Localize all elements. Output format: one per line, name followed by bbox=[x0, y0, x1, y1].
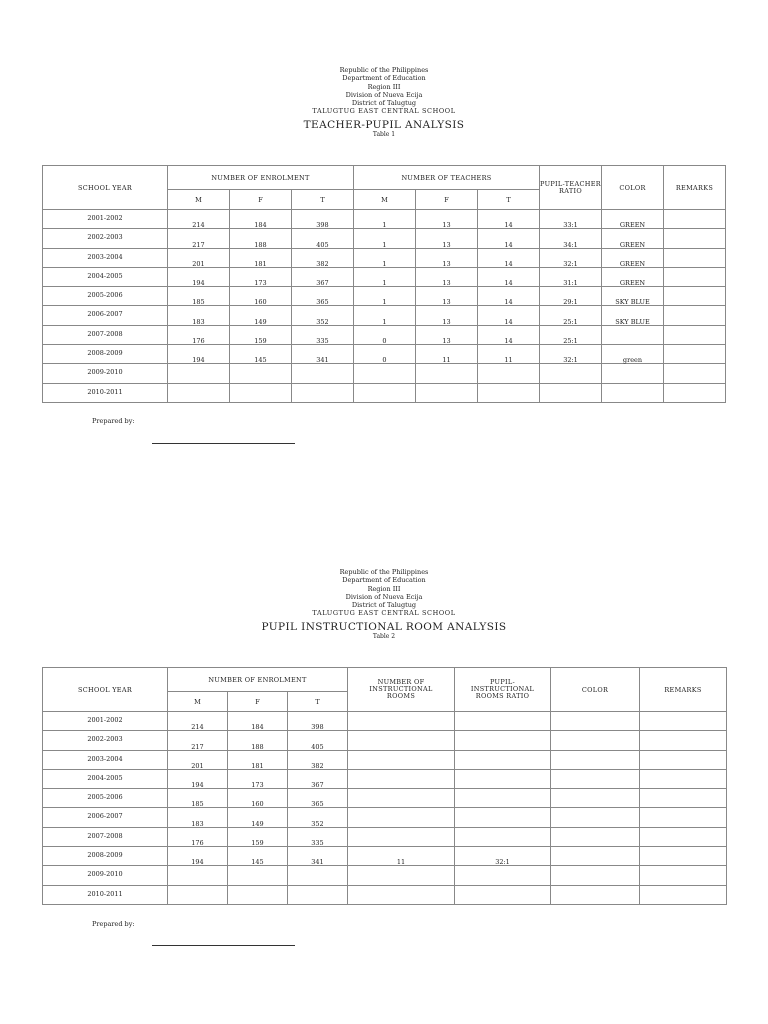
cell-ratio bbox=[455, 750, 551, 769]
school-year-cell bbox=[43, 731, 168, 750]
cell-em bbox=[168, 885, 228, 904]
cell-value-tf: 13 bbox=[442, 317, 451, 326]
cell-value-ef: 159 bbox=[251, 839, 264, 848]
school-year-label: 2010-2011 bbox=[87, 889, 123, 898]
cell-value-tm: 1 bbox=[382, 240, 387, 249]
cell-color_blank bbox=[551, 866, 640, 885]
table1-prepared-by: Prepared by: bbox=[92, 417, 135, 425]
subheader-enrol-f: F bbox=[230, 190, 292, 210]
school-year-cell bbox=[43, 383, 168, 402]
table-row bbox=[43, 364, 726, 383]
cell-value-tt: 14 bbox=[504, 317, 513, 326]
cell-remarks_blank bbox=[664, 248, 726, 267]
table-row bbox=[43, 789, 727, 808]
cell-color_blank bbox=[551, 769, 640, 788]
cell-value-et: 365 bbox=[316, 298, 329, 307]
cell-value-em: 194 bbox=[191, 858, 204, 867]
col-header-remarks: REMARKS bbox=[640, 668, 727, 712]
cell-remarks_blank bbox=[664, 364, 726, 383]
col-header-ratio: PUPIL-TEACHER RATIO bbox=[540, 166, 602, 210]
cell-value-em: 194 bbox=[191, 781, 204, 790]
cell-value-color: green bbox=[622, 356, 643, 365]
cell-tt bbox=[478, 356, 540, 383]
cell-remarks_blank bbox=[664, 325, 726, 344]
subheader-enrol-t: T bbox=[292, 190, 354, 210]
cell-tt bbox=[478, 383, 540, 402]
table-row bbox=[43, 712, 727, 731]
header-line-department: Department of Education bbox=[342, 74, 426, 83]
cell-value-em: 185 bbox=[192, 298, 205, 307]
cell-ratio bbox=[455, 885, 551, 904]
cell-value-tt: 14 bbox=[504, 298, 513, 307]
letterhead bbox=[0, 66, 768, 116]
school-year-label: 2002-2003 bbox=[87, 233, 123, 242]
cell-color bbox=[602, 356, 664, 383]
cell-value-em: 194 bbox=[192, 279, 205, 288]
cell-rooms bbox=[348, 808, 455, 827]
subheader-enrol-m: M bbox=[168, 190, 230, 210]
cell-color_blank bbox=[551, 808, 640, 827]
cell-value-tm: 1 bbox=[382, 221, 387, 230]
cell-value-em: 217 bbox=[191, 742, 204, 751]
header-line-district: District of Talugtug bbox=[351, 99, 417, 108]
cell-rooms bbox=[348, 750, 455, 769]
col-header-rooms: NUMBER OF INSTRUCTIONAL ROOMS bbox=[348, 668, 455, 712]
cell-value-ef: 149 bbox=[254, 317, 267, 326]
table1-signature-line bbox=[152, 443, 295, 444]
cell-value-ratio: 34:1 bbox=[563, 240, 578, 249]
cell-ratio bbox=[455, 769, 551, 788]
cell-ef bbox=[228, 858, 288, 885]
table1-label: Table 1 bbox=[372, 130, 396, 138]
subheader-enrol-f: F bbox=[228, 692, 288, 712]
school-year-cell bbox=[43, 248, 168, 267]
table-row bbox=[43, 885, 727, 904]
col-header-enrolment: NUMBER OF ENROLMENT bbox=[168, 668, 348, 692]
header-line-district: District of Talugtug bbox=[351, 601, 417, 610]
cell-et bbox=[288, 885, 348, 904]
cell-value-tf: 13 bbox=[442, 259, 451, 268]
cell-value-ef: 173 bbox=[254, 279, 267, 288]
cell-value-tf: 13 bbox=[442, 279, 451, 288]
cell-remarks_blank bbox=[664, 267, 726, 286]
cell-color_blank bbox=[551, 827, 640, 846]
cell-value-tt: 14 bbox=[504, 259, 513, 268]
cell-value-tf: 13 bbox=[442, 221, 451, 230]
school-year-cell bbox=[43, 769, 168, 788]
col-header-teachers: NUMBER OF TEACHERS bbox=[354, 166, 540, 190]
cell-color_blank bbox=[551, 731, 640, 750]
cell-ratio bbox=[540, 383, 602, 402]
school-year-label: 2002-2003 bbox=[87, 735, 123, 744]
cell-value-color: SKY BLUE bbox=[615, 298, 650, 307]
table-row bbox=[43, 827, 727, 846]
school-year-label: 2008-2009 bbox=[87, 851, 123, 860]
cell-tm bbox=[354, 356, 416, 383]
cell-color_blank bbox=[551, 750, 640, 769]
cell-em bbox=[168, 383, 230, 402]
cell-rooms bbox=[348, 731, 455, 750]
cell-value-em: 201 bbox=[191, 761, 204, 770]
school-year-cell bbox=[43, 306, 168, 325]
cell-remarks_blank bbox=[640, 808, 727, 827]
school-year-cell bbox=[43, 750, 168, 769]
col-header-color: COLOR bbox=[551, 668, 640, 712]
school-year-cell bbox=[43, 267, 168, 286]
school-year-cell bbox=[43, 345, 168, 364]
cell-value-em: 176 bbox=[191, 839, 204, 848]
cell-value-em: 214 bbox=[192, 221, 205, 230]
cell-value-ef: 145 bbox=[251, 858, 264, 867]
cell-color_blank bbox=[551, 847, 640, 866]
cell-value-ef: 149 bbox=[251, 819, 264, 828]
school-year-label: 2003-2004 bbox=[87, 754, 123, 763]
header-line-department: Department of Education bbox=[342, 576, 426, 585]
school-year-cell bbox=[43, 885, 168, 904]
cell-ratio bbox=[455, 808, 551, 827]
cell-value-ef: 188 bbox=[254, 240, 267, 249]
table-row bbox=[43, 731, 727, 750]
cell-value-em: 201 bbox=[192, 259, 205, 268]
table2-label: Table 2 bbox=[372, 632, 396, 640]
school-year-cell bbox=[43, 287, 168, 306]
cell-value-ratio: 25:1 bbox=[563, 337, 578, 346]
cell-tf bbox=[416, 383, 478, 402]
school-year-label: 2004-2005 bbox=[87, 773, 123, 782]
subheader-teach-f: F bbox=[416, 190, 478, 210]
school-year-label: 2006-2007 bbox=[87, 812, 123, 821]
header-line-region: Region III bbox=[367, 584, 401, 593]
cell-value-em: 183 bbox=[191, 819, 204, 828]
cell-value-ratio: 25:1 bbox=[563, 317, 578, 326]
cell-value-color: GREEN bbox=[619, 240, 646, 249]
cell-et bbox=[288, 858, 348, 885]
cell-value-em: 194 bbox=[192, 356, 205, 365]
header-line-division: Division of Nueva Ecija bbox=[345, 592, 423, 601]
cell-color bbox=[602, 383, 664, 402]
table1-title: TEACHER-PUPIL ANALYSIS bbox=[303, 118, 465, 131]
col-header-school-year: SCHOOL YEAR bbox=[43, 166, 168, 210]
cell-tm bbox=[354, 383, 416, 402]
cell-value-color: GREEN bbox=[619, 279, 646, 288]
school-year-cell bbox=[43, 808, 168, 827]
cell-em bbox=[168, 356, 230, 383]
cell-value-color: SKY BLUE bbox=[615, 317, 650, 326]
cell-remarks_blank bbox=[640, 750, 727, 769]
school-year-label: 2003-2004 bbox=[87, 252, 123, 261]
cell-remarks_blank bbox=[664, 345, 726, 364]
cell-value-tm: 1 bbox=[382, 298, 387, 307]
header-line-republic: Republic of the Philippines bbox=[339, 66, 429, 74]
subheader-teach-t: T bbox=[478, 190, 540, 210]
cell-value-ratio: 31:1 bbox=[563, 279, 578, 288]
cell-value-tf: 13 bbox=[442, 337, 451, 346]
cell-rooms bbox=[348, 769, 455, 788]
col-header-school-year: SCHOOL YEAR bbox=[43, 668, 168, 712]
cell-value-et: 382 bbox=[311, 761, 324, 770]
cell-value-tt: 14 bbox=[504, 221, 513, 230]
cell-rooms bbox=[348, 885, 455, 904]
school-year-cell bbox=[43, 325, 168, 344]
cell-color_blank bbox=[551, 712, 640, 731]
cell-rooms bbox=[348, 827, 455, 846]
cell-value-et: 405 bbox=[311, 742, 324, 751]
cell-value-ef: 188 bbox=[251, 742, 264, 751]
cell-et bbox=[292, 356, 354, 383]
school-year-cell bbox=[43, 229, 168, 248]
cell-value-ef: 181 bbox=[251, 761, 264, 770]
cell-value-em: 183 bbox=[192, 317, 205, 326]
school-year-label: 2004-2005 bbox=[87, 271, 123, 280]
cell-value-tm: 1 bbox=[382, 259, 387, 268]
school-year-label: 2001-2002 bbox=[87, 214, 123, 222]
cell-value-et: 367 bbox=[311, 781, 324, 790]
cell-value-et: 335 bbox=[316, 337, 329, 346]
cell-ratio bbox=[455, 858, 551, 885]
cell-remarks_blank bbox=[664, 383, 726, 402]
cell-value-ef: 160 bbox=[251, 800, 264, 809]
school-year-cell bbox=[43, 789, 168, 808]
cell-remarks_blank bbox=[664, 287, 726, 306]
school-year-label: 2005-2006 bbox=[87, 291, 123, 300]
table-row bbox=[43, 769, 727, 788]
cell-value-et: 367 bbox=[316, 279, 329, 288]
school-year-label: 2005-2006 bbox=[87, 793, 123, 802]
cell-value-tm: 0 bbox=[382, 337, 387, 346]
school-year-cell bbox=[43, 712, 168, 731]
cell-value-tm: 1 bbox=[382, 317, 387, 326]
cell-ef bbox=[228, 885, 288, 904]
cell-value-et: 335 bbox=[311, 839, 324, 848]
table-row bbox=[43, 808, 727, 827]
cell-ratio bbox=[455, 731, 551, 750]
cell-value-ratio: 29:1 bbox=[563, 298, 578, 307]
cell-value-ef: 145 bbox=[254, 356, 267, 365]
cell-remarks_blank bbox=[664, 306, 726, 325]
cell-value-tf: 13 bbox=[442, 298, 451, 307]
cell-rooms bbox=[348, 858, 455, 885]
cell-remarks_blank bbox=[664, 210, 726, 229]
table2-prepared-by: Prepared by: bbox=[92, 920, 135, 928]
cell-rooms bbox=[348, 712, 455, 731]
header-line-division: Division of Nueva Ecija bbox=[345, 90, 423, 99]
cell-remarks_blank bbox=[640, 731, 727, 750]
school-year-cell bbox=[43, 827, 168, 846]
cell-value-ef: 173 bbox=[251, 781, 264, 790]
cell-value-et: 341 bbox=[316, 356, 329, 365]
school-year-label: 2007-2008 bbox=[87, 831, 123, 840]
school-year-label: 2006-2007 bbox=[87, 310, 123, 319]
school-year-label: 2010-2011 bbox=[87, 387, 123, 396]
cell-ratio bbox=[455, 712, 551, 731]
cell-value-ef: 184 bbox=[251, 723, 264, 732]
subheader-enrol-m: M bbox=[168, 692, 228, 712]
cell-value-ratio: 32:1 bbox=[563, 356, 578, 365]
cell-remarks_blank bbox=[640, 885, 727, 904]
school-year-cell bbox=[43, 847, 168, 866]
cell-value-tm: 0 bbox=[382, 356, 387, 365]
pupil-room-table bbox=[42, 667, 727, 905]
school-year-label: 2001-2002 bbox=[87, 716, 123, 724]
header-line-school: TALUGTUG EAST CENTRAL SCHOOL bbox=[312, 609, 456, 618]
cell-value-em: 217 bbox=[192, 240, 205, 249]
cell-value-em: 176 bbox=[192, 337, 205, 346]
cell-value-ef: 160 bbox=[254, 298, 267, 307]
school-year-label: 2009-2010 bbox=[87, 368, 123, 377]
cell-color_blank bbox=[551, 789, 640, 808]
col-header-remarks: REMARKS bbox=[664, 166, 726, 210]
cell-value-tf: 13 bbox=[442, 240, 451, 249]
cell-ef bbox=[230, 383, 292, 402]
cell-value-ratio: 33:1 bbox=[563, 221, 578, 230]
cell-et bbox=[292, 383, 354, 402]
table-row bbox=[43, 866, 727, 885]
cell-value-tt: 11 bbox=[504, 356, 513, 365]
cell-remarks_blank bbox=[640, 712, 727, 731]
school-year-label: 2008-2009 bbox=[87, 349, 123, 358]
cell-value-em: 185 bbox=[191, 800, 204, 809]
cell-value-et: 341 bbox=[311, 858, 324, 867]
header-block-1 bbox=[0, 66, 768, 138]
cell-value-et: 352 bbox=[316, 317, 329, 326]
cell-value-et: 398 bbox=[311, 723, 324, 732]
cell-em bbox=[168, 858, 228, 885]
col-header-color: COLOR bbox=[602, 166, 664, 210]
col-header-enrolment: NUMBER OF ENROLMENT bbox=[168, 166, 354, 190]
table2-signature-line bbox=[152, 945, 295, 946]
cell-remarks_blank bbox=[640, 866, 727, 885]
table-row bbox=[43, 383, 726, 402]
cell-value-et: 365 bbox=[311, 800, 324, 809]
cell-ratio bbox=[540, 356, 602, 383]
header-line-republic: Republic of the Philippines bbox=[339, 568, 429, 576]
cell-rooms bbox=[348, 789, 455, 808]
cell-tf bbox=[416, 356, 478, 383]
header-block-2 bbox=[0, 568, 768, 640]
cell-value-tt: 14 bbox=[504, 337, 513, 346]
school-year-cell bbox=[43, 364, 168, 383]
cell-value-tm: 1 bbox=[382, 279, 387, 288]
cell-remarks_blank bbox=[664, 229, 726, 248]
header-line-region: Region III bbox=[367, 82, 401, 91]
table-row bbox=[43, 750, 727, 769]
cell-value-tt: 14 bbox=[504, 240, 513, 249]
cell-value-ef: 181 bbox=[254, 259, 267, 268]
cell-value-tf: 11 bbox=[442, 356, 451, 365]
cell-value-ef: 184 bbox=[254, 221, 267, 230]
letterhead bbox=[0, 568, 768, 618]
cell-value-rooms: 11 bbox=[396, 858, 406, 867]
cell-remarks_blank bbox=[640, 769, 727, 788]
cell-color_blank bbox=[551, 885, 640, 904]
cell-remarks_blank bbox=[640, 827, 727, 846]
cell-ratio bbox=[455, 789, 551, 808]
cell-value-ratio: 32:1 bbox=[495, 858, 510, 867]
cell-value-et: 382 bbox=[316, 259, 329, 268]
cell-color bbox=[602, 317, 664, 344]
cell-ef bbox=[230, 356, 292, 383]
cell-remarks_blank bbox=[640, 789, 727, 808]
cell-value-et: 398 bbox=[316, 221, 329, 230]
subheader-teach-m: M bbox=[354, 190, 416, 210]
cell-value-et: 352 bbox=[311, 819, 324, 828]
cell-value-color: GREEN bbox=[619, 221, 646, 230]
cell-value-color: GREEN bbox=[619, 259, 646, 268]
col-header-ratio: PUPIL-INSTRUCTIONAL ROOMS RATIO bbox=[455, 668, 551, 712]
cell-ratio bbox=[455, 827, 551, 846]
table2-title: PUPIL INSTRUCTIONAL ROOM ANALYSIS bbox=[261, 620, 507, 633]
school-year-cell bbox=[43, 210, 168, 229]
school-year-cell bbox=[43, 866, 168, 885]
subheader-enrol-t: T bbox=[288, 692, 348, 712]
cell-remarks_blank bbox=[640, 847, 727, 866]
cell-value-em: 214 bbox=[191, 723, 204, 732]
cell-value-ef: 159 bbox=[254, 337, 267, 346]
cell-value-et: 405 bbox=[316, 240, 329, 249]
cell-value-ratio: 32:1 bbox=[563, 259, 578, 268]
school-year-label: 2009-2010 bbox=[87, 870, 123, 879]
header-line-school: TALUGTUG EAST CENTRAL SCHOOL bbox=[312, 107, 456, 116]
cell-value-tt: 14 bbox=[504, 279, 513, 288]
school-year-label: 2007-2008 bbox=[87, 329, 123, 338]
teacher-pupil-table bbox=[42, 165, 726, 403]
